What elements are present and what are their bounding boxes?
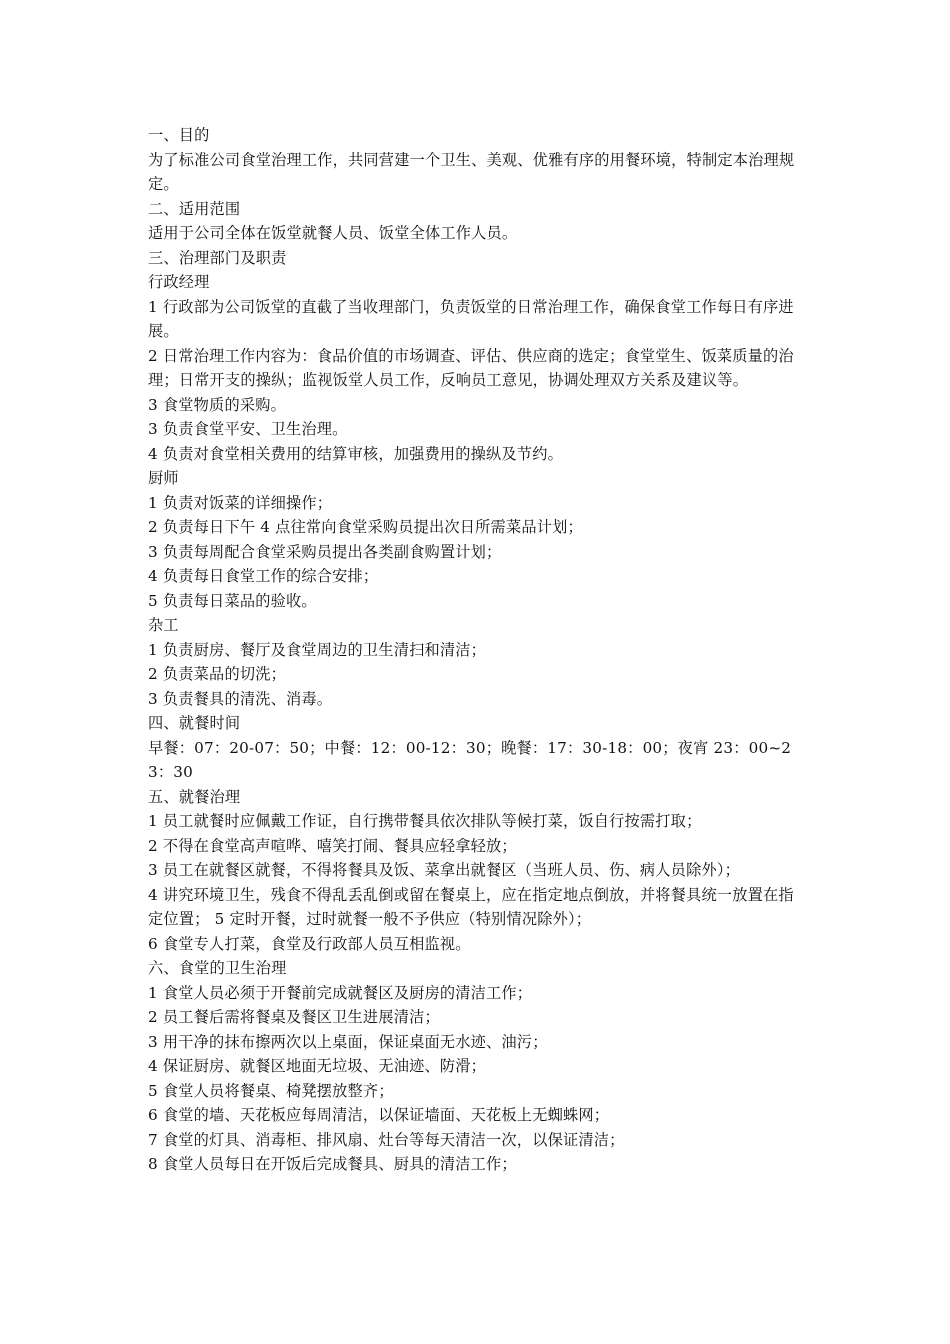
paragraph-meal-times: 早餐：07：20-07：50；中餐：12：00-12：30；晚餐：17：30-18：00；夜宵 23：00~23：30 — [148, 738, 792, 781]
list-item: 1 行政部为公司饭堂的直截了当收理部门，负责饭堂的日常治理工作，确保食堂工作每日有序进展。 — [148, 297, 794, 340]
list-item: 2 负责菜品的切洗； — [148, 665, 286, 683]
list-item: 2 日常治理工作内容为：食品价值的市场调查、评估、供应商的选定；食堂堂生、饭菜质量的治理；日常开支的操纵；监视饭堂人员工作，反响员工意见，协调处理双方关系及建议等。 — [148, 346, 794, 389]
document-page — [144, 123, 808, 1177]
list-item: 3 负责餐具的清洗、消毒。 — [148, 689, 333, 708]
list-item: 3 负责每周配合食堂采购员提出各类副食购置计划； — [148, 542, 502, 561]
section-heading-dining-rules: 五、就餐治理 — [148, 787, 241, 806]
subheading-chef: 厨师 — [148, 469, 179, 487]
list-item: 1 负责厨房、餐厅及食堂周边的卫生清扫和清洁； — [148, 640, 487, 659]
paragraph-purpose: 为了标准公司食堂治理工作，共同营建一个卫生、美观、优雅有序的用餐环境，特制定本治理规定。 — [148, 150, 795, 193]
list-item: 4 负责对食堂相关费用的结算审核，加强费用的操纵及节约。 — [148, 444, 563, 463]
list-item: 5 负责每日菜品的验收。 — [148, 591, 317, 610]
list-item: 2 不得在食堂高声喧哗、嘻笑打闹、餐具应轻拿轻放； — [148, 836, 517, 855]
list-item: 4 负责每日食堂工作的综合安排； — [148, 567, 379, 585]
list-item: 1 食堂人员必须于开餐前完成就餐区及厨房的清洁工作； — [148, 983, 533, 1002]
list-item: 3 负责食堂平安、卫生治理。 — [148, 420, 348, 438]
list-item: 2 员工餐后需将餐桌及餐区卫生进展清洁； — [148, 1008, 440, 1026]
list-item: 6 食堂的墙、天花板应每周清洁，以保证墙面、天花板上无蜘蛛网； — [148, 1106, 610, 1124]
section-heading-departments: 三、治理部门及职责 — [148, 248, 287, 267]
list-item: 3 用干净的抹布擦两次以上桌面，保证桌面无水迹、油污； — [148, 1032, 548, 1051]
list-item: 5 食堂人员将餐桌、椅凳摆放整齐； — [148, 1081, 394, 1100]
list-item: 4 讲究环境卫生，残食不得乱丢乱倒或留在餐桌上，应在指定地点倒放，并将餐具统一放置在指定位置； 5 定时开餐，过时就餐一般不予供应（特别情况除外）； — [148, 885, 794, 928]
subheading-helper: 杂工 — [148, 616, 179, 634]
section-heading-meal-times: 四、就餐时间 — [148, 714, 241, 732]
list-item: 1 负责对饭菜的详细操作； — [148, 493, 333, 512]
list-item: 3 员工在就餐区就餐，不得将餐具及饭、菜拿出就餐区（当班人员、伤、病人员除外）； — [148, 861, 741, 879]
list-item: 7 食堂的灯具、消毒柜、排风扇、灶台等每天清洁一次，以保证清洁； — [148, 1130, 625, 1149]
list-item: 1 员工就餐时应佩戴工作证，自行携带餐具依次排队等候打菜，饭自行按需打取； — [148, 812, 702, 830]
list-item: 2 负责每日下午 4 点往常向食堂采购员提出次日所需菜品计划； — [148, 518, 583, 536]
section-heading-scope: 二、适用范围 — [148, 199, 241, 218]
list-item: 4 保证厨房、就餐区地面无垃圾、无油迹、防滑； — [148, 1057, 487, 1075]
list-item: 6 食堂专人打菜，食堂及行政部人员互相监视。 — [148, 934, 471, 953]
section-heading-hygiene: 六、食堂的卫生治理 — [148, 959, 287, 977]
section-heading-purpose: 一、目的 — [148, 126, 210, 144]
subheading-admin-manager: 行政经理 — [148, 273, 210, 291]
list-item: 8 食堂人员每日在开饭后完成餐具、厨具的清洁工作； — [148, 1155, 517, 1173]
paragraph-scope: 适用于公司全体在饭堂就餐人员、饭堂全体工作人员。 — [148, 224, 518, 242]
list-item: 3 食堂物质的采购。 — [148, 395, 286, 414]
